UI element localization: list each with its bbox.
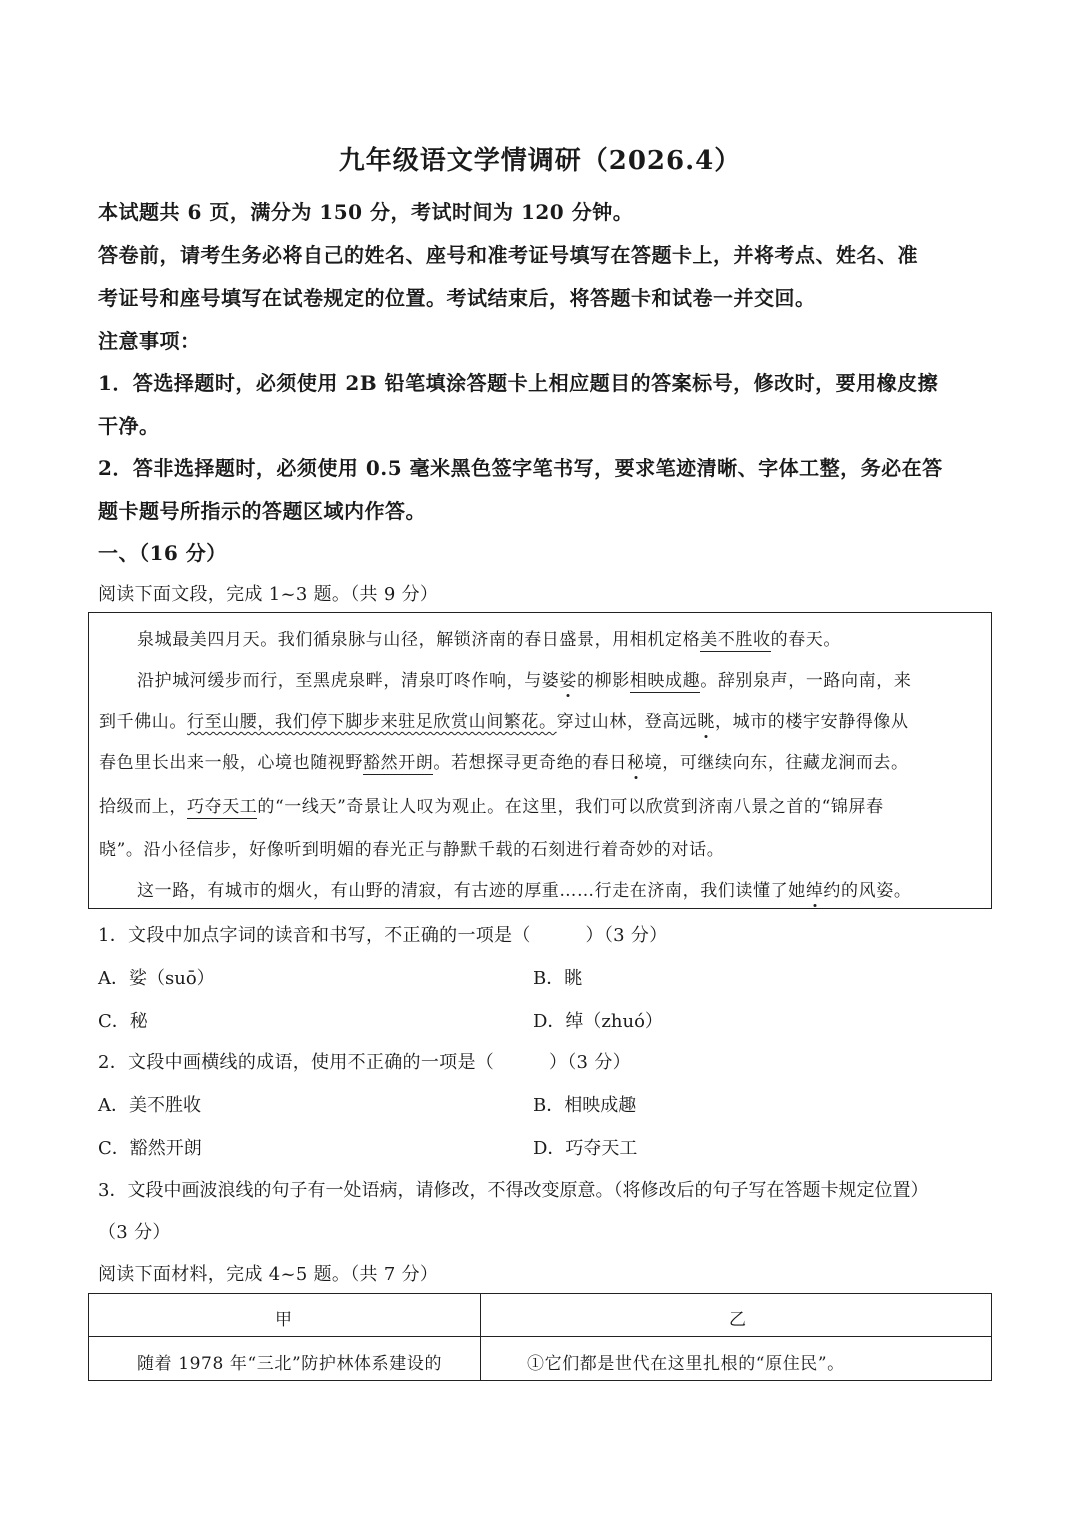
table-header-jia: 甲	[275, 1310, 293, 1330]
passage-line-2	[137, 666, 911, 691]
underlined-idiom: 豁然开朗	[363, 753, 434, 773]
passage-text: 晓”。沿小径信步，好像听到明媚的春光正与静默千载的石刻进行着奇妙的对话。	[99, 840, 725, 860]
passage-text: 的春天。	[770, 630, 842, 650]
passage-text: 。辞别泉声，一路向南，来	[700, 671, 912, 691]
q1-option-c: C．秘	[98, 1011, 148, 1032]
q1-option-a: A．娑（suō）	[98, 968, 215, 989]
material-instruction: 阅读下面材料，完成 4~5 题。（共 7 分）	[98, 1264, 439, 1285]
intro-line-1: 本试题共 6 页，满分为 150 分，考试时间为 120 分钟。	[98, 200, 634, 224]
table-divider-horizontal	[89, 1336, 991, 1337]
passage-line-6	[99, 835, 724, 860]
underlined-idiom: 美不胜收	[700, 630, 771, 650]
dotted-character: 秘	[627, 753, 645, 773]
passage-text: ，城市的楼宇安静得像从	[715, 712, 909, 732]
underlined-idiom: 相映成趣	[629, 671, 701, 691]
dotted-character: 娑	[559, 671, 578, 691]
passage-line-1	[137, 625, 841, 650]
reading-passage-box	[88, 612, 992, 909]
passage-text: 沿护城河缓步而行，至黑虎泉畔，清泉叮咚作响，与婆	[137, 671, 560, 691]
section-instruction: 阅读下面文段，完成 1~3 题。（共 9 分）	[98, 584, 439, 605]
q2-option-c: C．豁然开朗	[98, 1138, 202, 1159]
notice-item-1-cont: 干净。	[98, 414, 160, 438]
q1-option-b: B．眺	[533, 968, 583, 989]
table-cell-jia: 随着 1978 年“三北”防护林体系建设的	[137, 1354, 443, 1374]
table-header-yi: 乙	[729, 1310, 747, 1330]
passage-text: 穿过山林，登高远	[556, 712, 698, 732]
question-2-stem: 2．文段中画横线的成语，使用不正确的一项是（ ）（3 分）	[98, 1052, 631, 1073]
q2-option-d: D．巧夺天工	[533, 1138, 638, 1159]
wavy-underlined-sentence: 行至山腰，我们停下脚步来驻足欣赏山间繁花。	[187, 712, 557, 732]
section-heading: 一、（16 分）	[98, 541, 227, 565]
table-divider-vertical	[480, 1294, 481, 1380]
passage-line-4	[99, 748, 909, 773]
notice-item-1: 1．答选择题时，必须使用 2B 铅笔填涂答题卡上相应题目的答案标号，修改时，要用橡皮擦	[98, 371, 939, 395]
passage-text: 到千佛山。	[99, 712, 187, 732]
passage-line-7	[137, 876, 911, 901]
passage-line-5	[99, 792, 884, 817]
page-title: 九年级语文学情调研（2026.4）	[338, 146, 742, 176]
question-3-stem: 3．文段中画波浪线的句子有一处语病，请修改，不得改变原意。（将修改后的句子写在答题卡规定位置）	[98, 1180, 929, 1201]
notice-item-2: 2．答非选择题时，必须使用 0.5 毫米黑色签字笔书写，要求笔迹清晰、字体工整，务必在答	[98, 456, 943, 480]
passage-text: 的柳影	[577, 671, 630, 691]
passage-text: 泉城最美四月天。我们循泉脉与山径，解锁济南的春日盛景，用相机定格	[137, 630, 701, 650]
underlined-idiom: 巧夺天工	[187, 797, 258, 817]
passage-text: 这一路，有城市的烟火，有山野的清寂，有古迹的厚重……行走在济南，我们读懂了她	[137, 881, 806, 901]
dotted-character: 绰	[805, 881, 824, 901]
q1-option-d: D．绰（zhuó）	[533, 1011, 663, 1032]
intro-line-2: 答卷前，请考生务必将自己的姓名、座号和准考证号填写在答题卡上，并将考点、姓名、准	[98, 243, 918, 267]
intro-line-3: 考证号和座号填写在试卷规定的位置。考试结束后，将答题卡和试卷一并交回。	[98, 286, 816, 310]
dotted-character: 眺	[697, 712, 716, 732]
passage-text: 约的风姿。	[823, 881, 912, 901]
notice-heading: 注意事项：	[98, 329, 201, 353]
table-cell-yi: ①它们都是世代在这里扎根的“原住民”。	[527, 1354, 845, 1374]
passage-text: 的“一线天”奇景让人叹为观止。在这里，我们可以欣赏到济南八景之首的“锦屏春	[257, 797, 884, 817]
notice-item-2-cont: 题卡题号所指示的答题区域内作答。	[98, 499, 426, 523]
passage-text: 。若想探寻更奇绝的春日	[433, 753, 628, 773]
passage-line-3	[99, 707, 909, 732]
passage-text: 春色里长出来一般，心境也随视野	[99, 753, 363, 773]
passage-text: 境，可继续向东，往藏龙涧而去。	[644, 753, 909, 773]
passage-text: 拾级而上，	[99, 797, 187, 817]
q2-option-b: B．相映成趣	[533, 1095, 637, 1116]
q2-option-a: A．美不胜收	[98, 1095, 201, 1116]
question-1-stem: 1．文段中加点字词的读音和书写，不正确的一项是（ ）（3 分）	[98, 925, 668, 946]
question-3-score: （3 分）	[98, 1222, 171, 1243]
material-table	[88, 1293, 992, 1381]
